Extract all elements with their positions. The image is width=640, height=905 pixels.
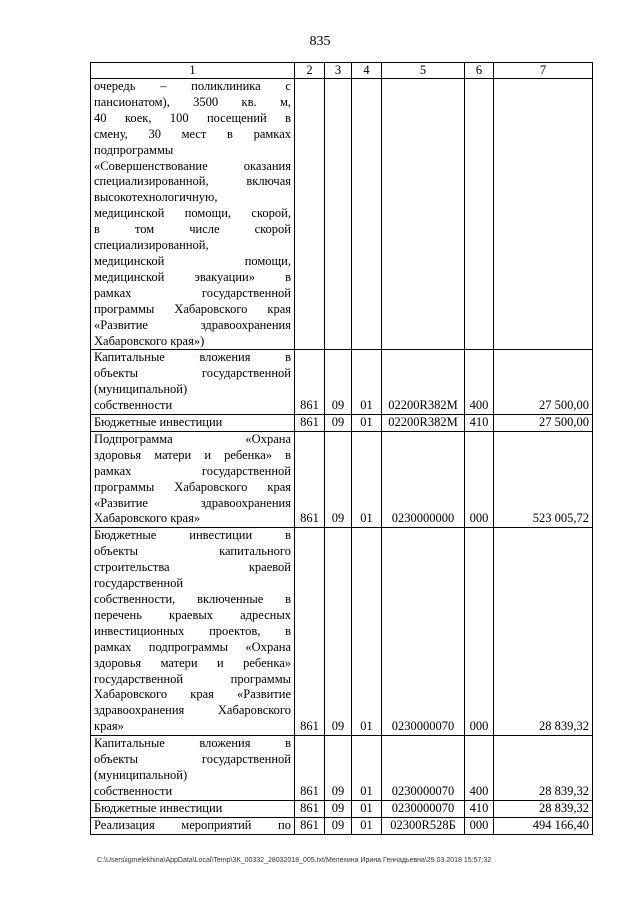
column-header: 5: [382, 63, 465, 79]
table-row: [91, 415, 593, 432]
subsection-code: 01: [352, 415, 382, 432]
description-line: специализированной,: [94, 238, 209, 253]
description-line: Реализация мероприятий по: [94, 817, 291, 832]
description-line: «Развитие здравоохранения: [94, 495, 291, 510]
subsection-code: 01: [352, 431, 382, 527]
section-code: 09: [325, 817, 352, 834]
description-line: объекты государственной: [94, 366, 291, 381]
ministry-code: 861: [295, 528, 325, 736]
column-header: 1: [91, 63, 295, 79]
expense-type-code: 400: [465, 736, 494, 801]
table-row: [91, 528, 593, 736]
description-line: очередь – поликлиника с: [94, 79, 291, 93]
table-row: [91, 350, 593, 415]
subsection-code: 01: [352, 350, 382, 415]
column-header: 7: [494, 63, 593, 79]
row-description: [91, 431, 295, 527]
target-article-code: 02200R382M: [382, 350, 465, 415]
column-header: 4: [352, 63, 382, 79]
description-line: рамках подпрограммы «Охрана: [94, 639, 291, 654]
table-row: [91, 800, 593, 817]
description-line: Бюджетные инвестиции в: [94, 528, 291, 543]
description-line: медицинской помощи,: [94, 253, 291, 268]
budget-table: [90, 62, 593, 835]
amount: [494, 79, 593, 350]
expense-type-code: 410: [465, 415, 494, 432]
description-line: здравоохранения Хабаровского: [94, 703, 291, 718]
description-line: объекты государственной: [94, 752, 291, 767]
description-line: (муниципальной): [94, 382, 188, 397]
description-line: государственной программы: [94, 671, 291, 686]
description-line: специализированной, включая: [94, 174, 291, 189]
description-line: медицинской помощи, скорой,: [94, 206, 291, 221]
description-line: рамках государственной: [94, 285, 291, 300]
amount: 523 005,72: [494, 431, 593, 527]
ministry-code: 861: [295, 350, 325, 415]
table-row: [91, 431, 593, 527]
amount: 28 839,32: [494, 736, 593, 801]
section-code: 09: [325, 800, 352, 817]
subsection-code: [352, 79, 382, 350]
description-line: смену, 30 мест в рамках: [94, 126, 291, 141]
description-line: государственной: [94, 576, 184, 591]
target-article-code: 02300R528Б: [382, 817, 465, 834]
ministry-code: 861: [295, 800, 325, 817]
table-row: [91, 736, 593, 801]
description-line: Бюджетные инвестиции: [94, 415, 223, 430]
subsection-code: 01: [352, 736, 382, 801]
section-code: 09: [325, 415, 352, 432]
description-line: Капитальные вложения в: [94, 350, 291, 365]
ministry-code: 861: [295, 415, 325, 432]
target-article-code: 02200R382M: [382, 415, 465, 432]
expense-type-code: 410: [465, 800, 494, 817]
description-line: инвестиционных проектов, в: [94, 623, 291, 638]
description-line: Хабаровского края»: [94, 511, 201, 526]
description-line: строительства краевой: [94, 560, 291, 575]
section-code: 09: [325, 350, 352, 415]
row-description: [91, 817, 295, 834]
amount: 27 500,00: [494, 350, 593, 415]
row-description: [91, 736, 295, 801]
ministry-code: 861: [295, 736, 325, 801]
ministry-code: 861: [295, 431, 325, 527]
subsection-code: 01: [352, 528, 382, 736]
column-header: 2: [295, 63, 325, 79]
description-line: Капитальные вложения в: [94, 736, 291, 751]
description-line: 40 коек, 100 посещений в: [94, 110, 291, 125]
description-line: (муниципальной): [94, 767, 188, 782]
description-line: рамках государственной: [94, 463, 291, 478]
section-code: 09: [325, 431, 352, 527]
page-number: 835: [309, 34, 331, 49]
description-line: Подпрограмма «Охрана: [94, 431, 291, 446]
description-line: Хабаровского края «Развитие: [94, 687, 291, 702]
expense-type-code: 400: [465, 350, 494, 415]
row-description: [91, 415, 295, 432]
description-line: Бюджетные инвестиции: [94, 800, 223, 815]
description-line: собственности: [94, 398, 173, 413]
row-description: [91, 800, 295, 817]
section-code: 09: [325, 528, 352, 736]
table-row: [91, 79, 593, 350]
row-description: [91, 350, 295, 415]
target-article-code: 0230000070: [382, 528, 465, 736]
description-line: объекты капитального: [94, 544, 291, 559]
description-line: программы Хабаровского края: [94, 479, 291, 494]
description-line: в том числе скорой: [94, 222, 291, 237]
table-row: [91, 817, 593, 834]
description-line: медицинской эвакуации» в: [94, 269, 291, 284]
description-line: высокотехнологичную,: [94, 190, 218, 205]
file-path-footer: C:\Users\igmelekhina\AppData\Local\Temp\ЗК_00332_28032018_005.txt/Мелехина Ирина Геннадьевна\29.03.2018 15:57:32: [97, 857, 492, 864]
subsection-code: 01: [352, 817, 382, 834]
section-code: [325, 79, 352, 350]
description-line: собственности: [94, 783, 173, 798]
amount: 27 500,00: [494, 415, 593, 432]
description-line: Хабаровского края»): [94, 333, 205, 348]
expense-type-code: 000: [465, 431, 494, 527]
amount: 28 839,32: [494, 528, 593, 736]
ministry-code: 861: [295, 817, 325, 834]
description-line: собственности, включенные в: [94, 592, 291, 606]
column-header: 3: [325, 63, 352, 79]
target-article-code: 0230000070: [382, 736, 465, 801]
description-line: здоровья матери и ребенка» в: [94, 447, 291, 462]
description-line: края»: [94, 719, 124, 734]
section-code: 09: [325, 736, 352, 801]
description-line: пансионатом), 3500 кв. м,: [94, 94, 291, 109]
target-article-code: [382, 79, 465, 350]
ministry-code: [295, 79, 325, 350]
subsection-code: 01: [352, 800, 382, 817]
column-header: 6: [465, 63, 494, 79]
target-article-code: 0230000000: [382, 431, 465, 527]
description-line: здоровья матери и ребенка»: [94, 655, 291, 670]
description-line: программы Хабаровского края: [94, 301, 291, 316]
description-line: «Совершенствование оказания: [94, 158, 291, 173]
amount: 28 839,32: [494, 800, 593, 817]
target-article-code: 0230000070: [382, 800, 465, 817]
expense-type-code: 000: [465, 528, 494, 736]
expense-type-code: 000: [465, 817, 494, 834]
row-description: [91, 528, 295, 736]
description-line: подпрограммы: [94, 142, 174, 157]
description-line: «Развитие здравоохранения: [94, 317, 291, 332]
expense-type-code: [465, 79, 494, 350]
amount: 494 166,40: [494, 817, 593, 834]
description-line: перечень краевых адресных: [94, 607, 291, 622]
row-description: [91, 79, 295, 350]
table-header-row: [91, 63, 593, 79]
